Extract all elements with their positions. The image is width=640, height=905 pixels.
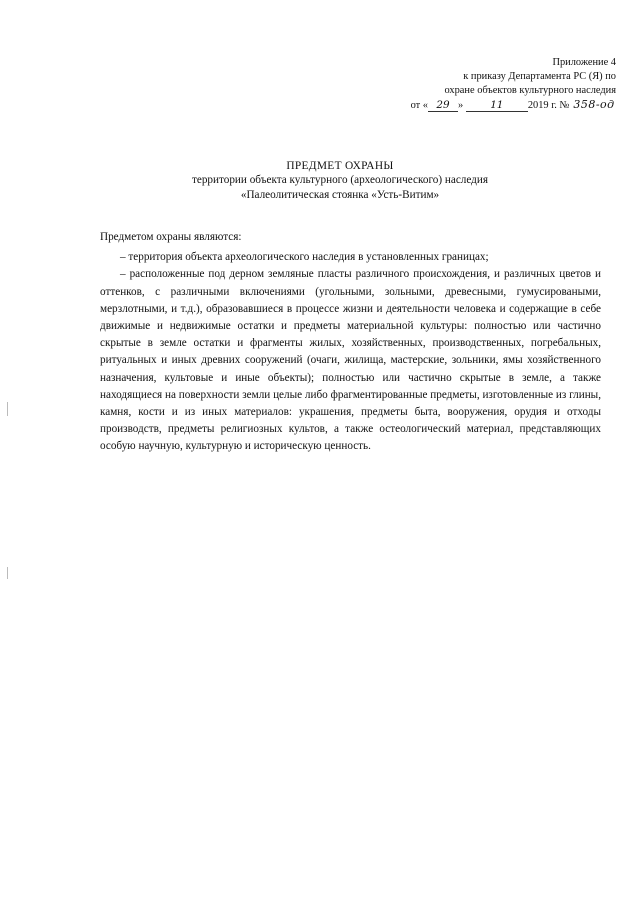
scan-artifact: [7, 567, 8, 579]
date-suffix: 2019 г. №: [527, 99, 570, 111]
scan-artifact: [7, 402, 8, 416]
title-main: ПРЕДМЕТ ОХРАНЫ: [286, 160, 394, 172]
annex-number: Приложение 4: [552, 57, 616, 68]
body-lead: Предметом охраны являются:: [100, 231, 242, 243]
annex-header: [376, 56, 616, 113]
title-subject: территории объекта культурного (археологического) наследия: [191, 174, 489, 187]
body-item-layers: – расположенные под дерном земляные пласты различного происхождения, и различных цветов и оттенков, с различными включениями (угольными, зольными, древесными, гумусироваными, мерзлотными, и т.д.), образовавшиеся в процессе жизни и деятельности человека и содержащие в себе движимые и недвижимые остатки и предметы материальной культуры: полностью или частично скрытые в земле остатки и фрагменты жилых, хозяйственных, производственных, погребальных, ритуальных и иных древних сооружений (очаги, жилища, мастерские, зольники, ямы хозяйственного назначения, культовые и иные объекты); полностью или частично скрытые в земле, а также находящиеся на поверхности земли целые либо фрагментированные предметы, изготовленные из глины, камня, кости и из иных материалов: украшения, предметы быта, вооружения, орудия и отходы производств, предметы религиозных культов, а также остеологический материал, представляющих особую научную, культурную и историческую ценность.: [100, 268, 601, 453]
annex-date-line: [376, 99, 616, 113]
handwritten-day: 29: [428, 99, 458, 112]
handwritten-order-number: 358-од: [573, 97, 615, 111]
body-item-territory: – территория объекта археологического наследия в установленных границах;: [120, 251, 489, 264]
date-mid: »: [458, 99, 464, 111]
document-title: [120, 159, 560, 202]
date-prefix: от «: [410, 99, 428, 111]
annex-order-ref: к приказу Департамента РС (Я) по: [463, 71, 616, 83]
title-site-name: «Палеолитическая стоянка «Усть-Витим»: [240, 188, 440, 201]
handwritten-month: 11: [466, 99, 528, 112]
document-body: [100, 229, 601, 456]
annex-department: охране объектов культурного наследия: [444, 85, 616, 97]
